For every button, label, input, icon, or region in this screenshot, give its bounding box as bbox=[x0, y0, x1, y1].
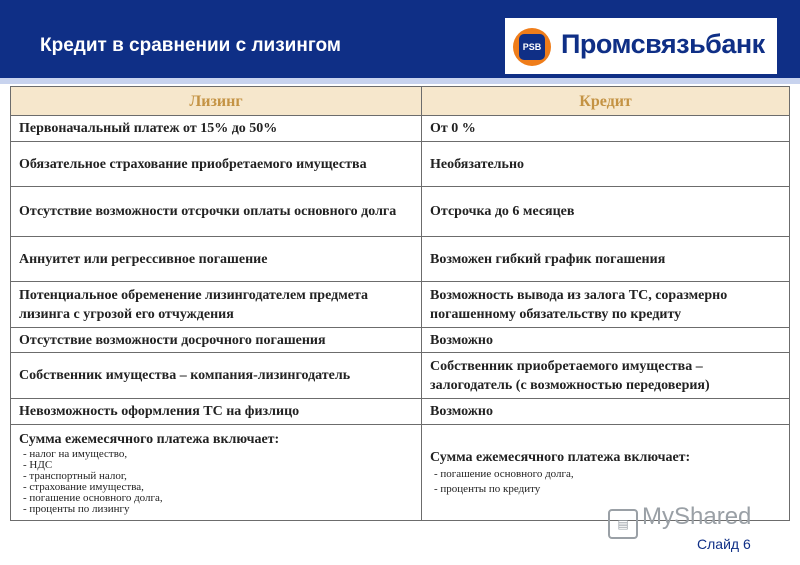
leasing-payment-item: - НДС bbox=[23, 459, 53, 471]
leasing-cell: Отсутствие возможности досрочного погашения bbox=[11, 328, 422, 353]
leasing-cell: Аннуитет или регрессивное погашение bbox=[11, 237, 422, 282]
table-row bbox=[11, 142, 790, 187]
watermark-text: MyShared bbox=[642, 503, 752, 530]
watermark bbox=[608, 503, 751, 539]
leasing-payment-item: - проценты по лизингу bbox=[23, 503, 130, 515]
leasing-cell: Отсутствие возможности отсрочки оплаты основного долга bbox=[11, 187, 422, 237]
credit-cell: Возможен гибкий график погашения bbox=[422, 237, 790, 282]
table-header-row bbox=[11, 87, 790, 116]
table-row bbox=[11, 187, 790, 237]
leasing-cell: Потенциальное обременение лизингодателем предмета лизинга с угрозой его отчуждения bbox=[11, 282, 422, 328]
table-row bbox=[11, 237, 790, 282]
table-row bbox=[11, 399, 790, 425]
leasing-payment-item: - транспортный налог, bbox=[23, 470, 127, 482]
leasing-payment-item: - погашение основного долга, bbox=[23, 492, 163, 504]
header-credit: Кредит bbox=[422, 87, 790, 116]
leasing-cell: Невозможность оформления ТС на физлицо bbox=[11, 399, 422, 425]
credit-payment-item: - проценты по кредиту bbox=[434, 483, 541, 495]
slide-number: Слайд 6 bbox=[697, 536, 751, 552]
table-row bbox=[11, 328, 790, 353]
credit-cell: Возможно bbox=[422, 399, 790, 425]
credit-cell: Возможность вывода из залога ТС, соразмерно погашенному обязательству по кредиту bbox=[422, 282, 790, 328]
leasing-payment-item: - налог на имущество, bbox=[23, 448, 128, 460]
slide-header bbox=[0, 0, 800, 78]
leasing-cell: Собственник имущества – компания-лизингодатель bbox=[11, 353, 422, 399]
table-row bbox=[11, 353, 790, 399]
header-leasing: Лизинг bbox=[11, 87, 422, 116]
table-row bbox=[11, 282, 790, 328]
bank-logo bbox=[505, 18, 777, 74]
credit-cell: От 0 % bbox=[422, 116, 790, 142]
leasing-payment-title: Сумма ежемесячного платежа включает: bbox=[19, 432, 280, 447]
table-row bbox=[11, 116, 790, 142]
header-divider bbox=[0, 78, 800, 84]
leasing-cell: Первоначальный платеж от 15% до 50% bbox=[11, 116, 422, 142]
credit-payment-title: Сумма ежемесячного платежа включает: bbox=[430, 450, 691, 465]
logo-name: Промсвязьбанк bbox=[561, 29, 765, 59]
slide-title: Кредит в сравнении с лизингом bbox=[40, 35, 341, 56]
comparison-table bbox=[10, 86, 790, 521]
leasing-payment-cell bbox=[11, 425, 422, 521]
credit-cell: Возможно bbox=[422, 328, 790, 353]
credit-payment-item: - погашение основного долга, bbox=[434, 468, 574, 480]
logo-mark-icon bbox=[513, 28, 551, 66]
leasing-payment-item: - страхование имущества, bbox=[23, 481, 144, 493]
credit-cell: Необязательно bbox=[422, 142, 790, 187]
watermark-icon: ▤ bbox=[608, 509, 638, 539]
leasing-cell: Обязательное страхование приобретаемого имущества bbox=[11, 142, 422, 187]
credit-cell: Отсрочка до 6 месяцев bbox=[422, 187, 790, 237]
logo-mark-text: PSB bbox=[519, 34, 545, 60]
credit-cell: Собственник приобретаемого имущества – залогодатель (с возможностью передоверия) bbox=[422, 353, 790, 399]
